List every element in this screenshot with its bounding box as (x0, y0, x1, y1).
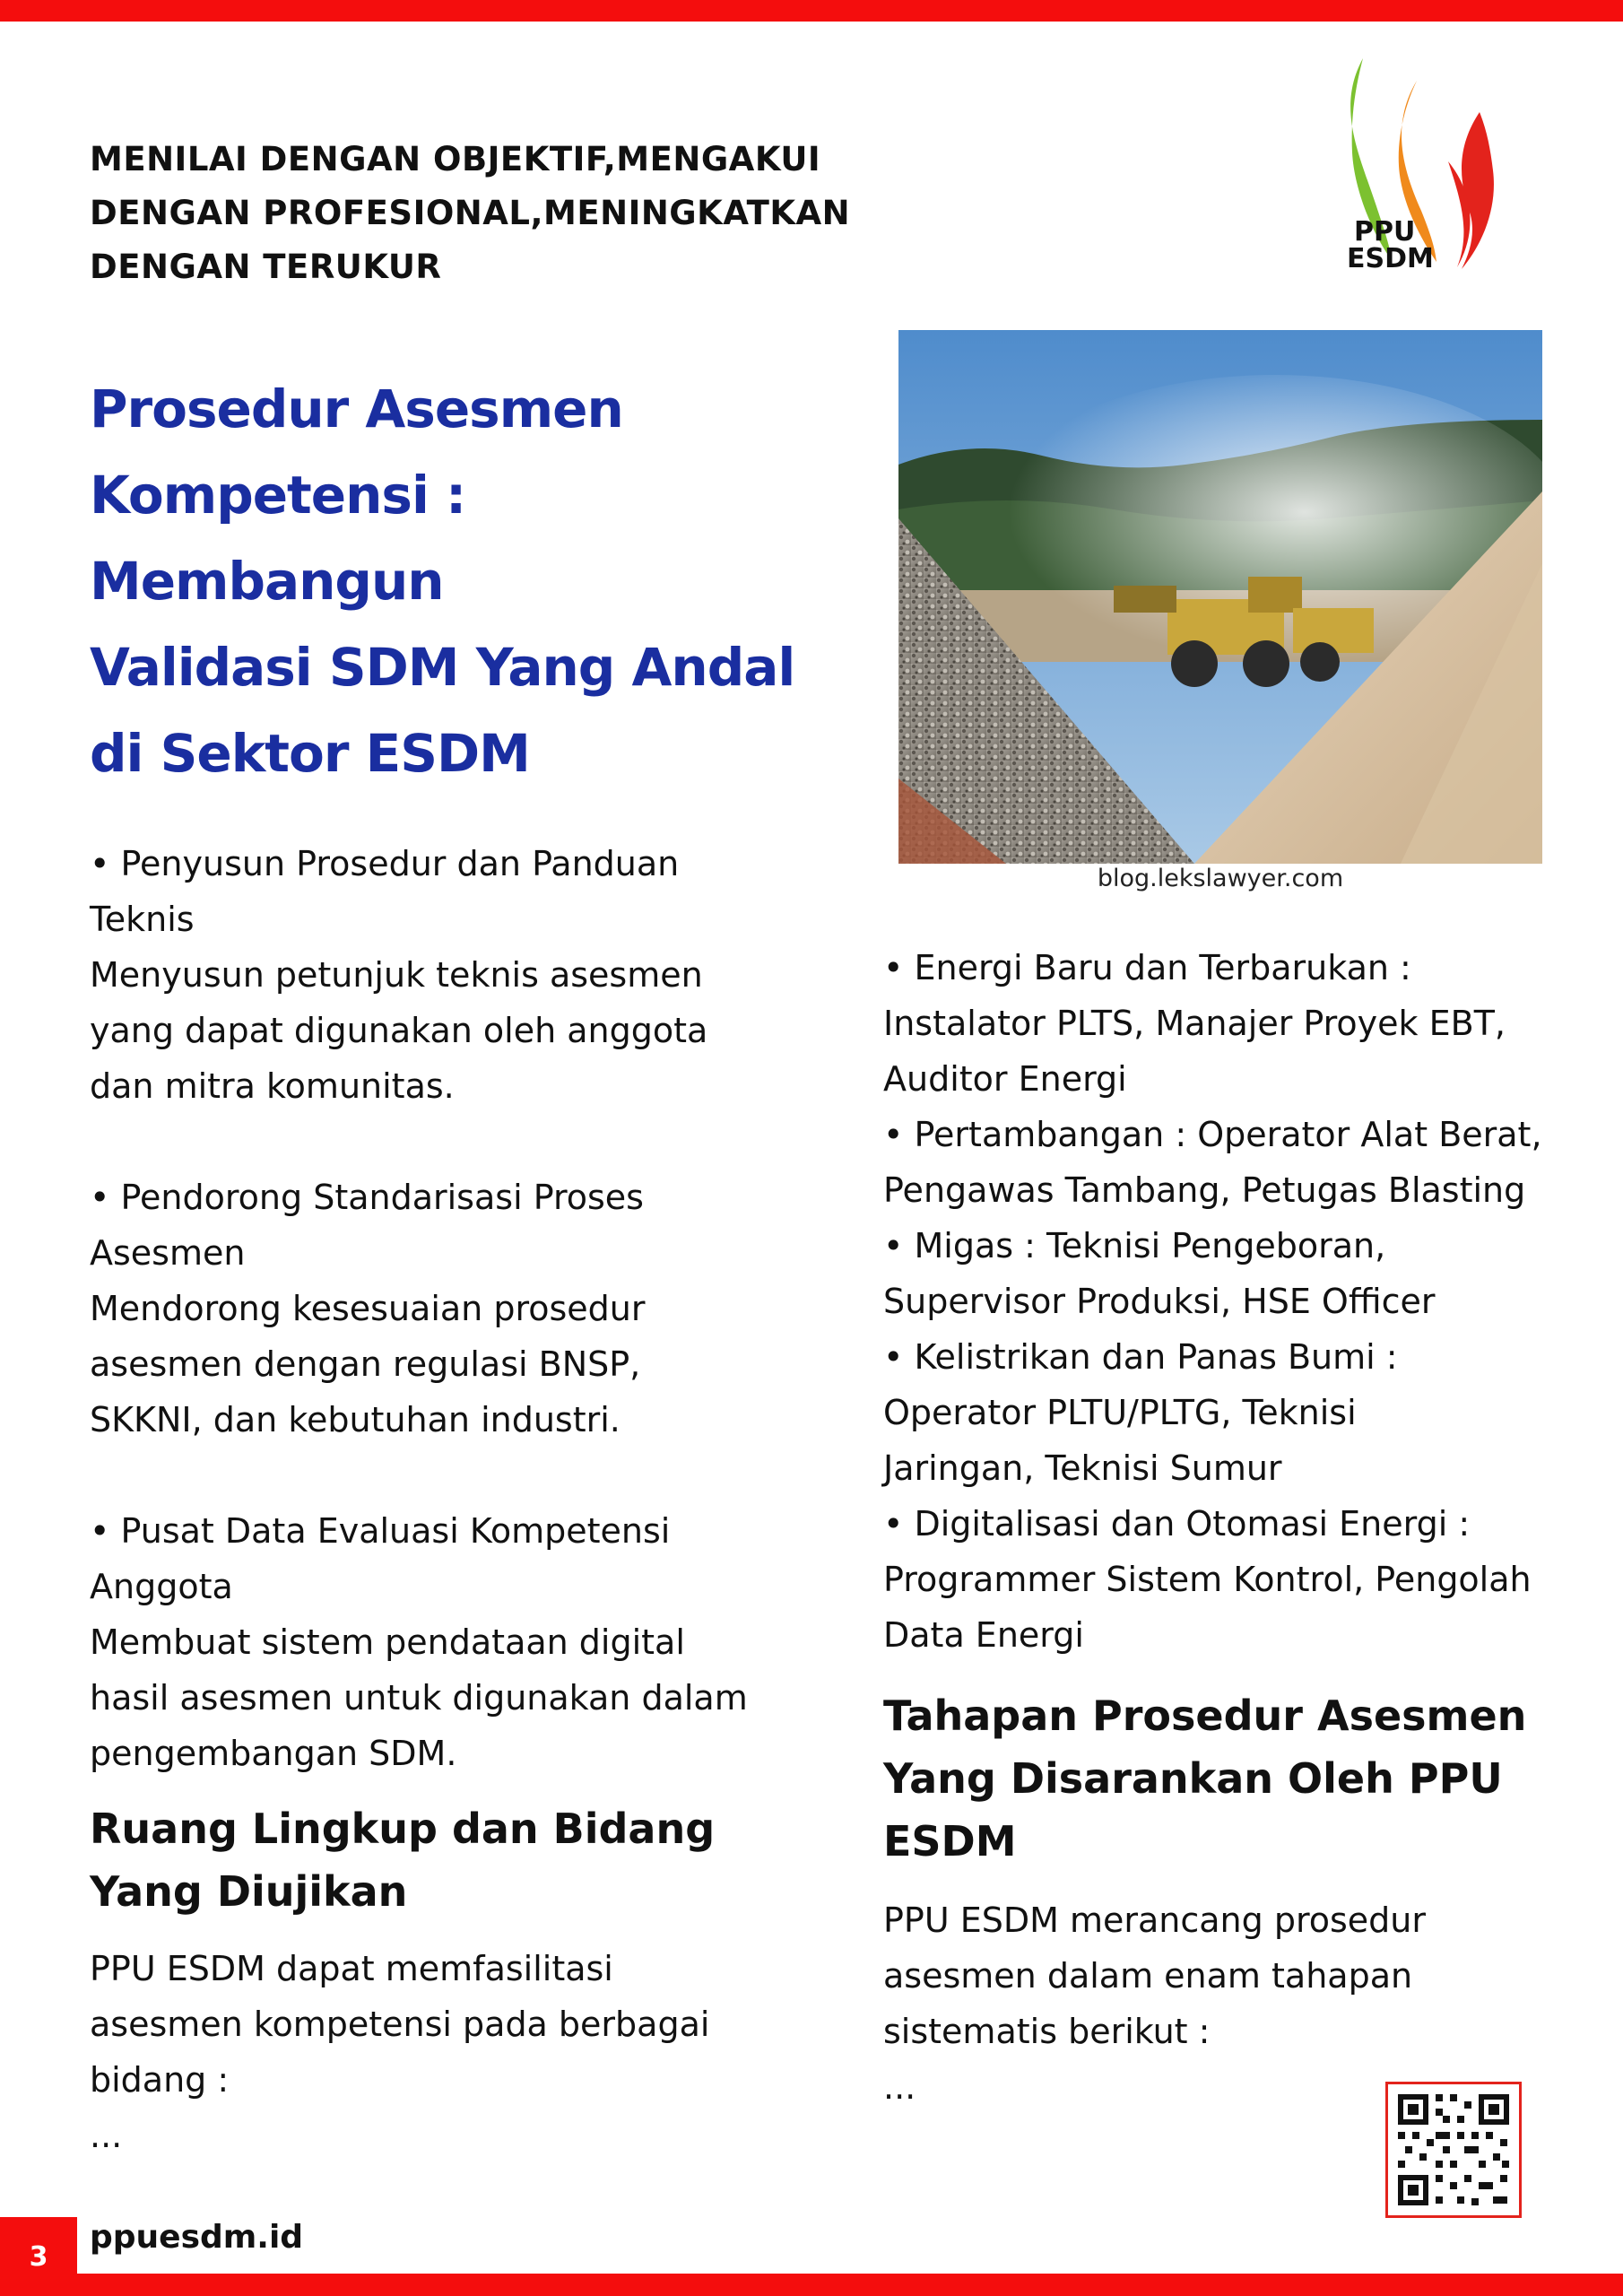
bullet-body: asesmen dengan regulasi BNSP, (90, 1344, 641, 1384)
field-line: • Kelistrikan dan Panas Bumi : (883, 1337, 1398, 1377)
field-line: • Migas : Teknisi Pengeboran, (883, 1226, 1386, 1265)
mining-photo (898, 330, 1542, 864)
bullet-head: • Penyusun Prosedur dan Panduan (90, 844, 680, 883)
bullet-head: Anggota (90, 1567, 233, 1606)
section-text: asesmen dalam enam tahapan (883, 1956, 1413, 1996)
photo-caption: blog.lekslawyer.com (1097, 865, 1344, 892)
field-line: • Digitalisasi dan Otomasi Energi : (883, 1504, 1471, 1544)
field-line: • Pertambangan : Operator Alat Berat, (883, 1115, 1542, 1154)
section-heading-scope: Ruang Lingkup dan Bidang Yang Diujikan (90, 1805, 716, 1916)
field-line: Jaringan, Teknisi Sumur (883, 1448, 1282, 1488)
section-text: sistematis berikut : (883, 2012, 1211, 2051)
title-line: Prosedur Asesmen (90, 378, 623, 439)
bullet-body: yang dapat digunakan oleh anggota (90, 1011, 708, 1050)
left-column (90, 836, 798, 2163)
bullet-body: hasil asesmen untuk digunakan dalam (90, 1678, 748, 1718)
top-red-bar (0, 0, 1623, 22)
field-line: Pengawas Tambang, Petugas Blasting (883, 1170, 1526, 1210)
title-line: Kompetensi : Membangun (90, 465, 466, 612)
tagline (90, 133, 861, 294)
section-text: PPU ESDM merancang prosedur (883, 1900, 1426, 1940)
field-line: • Energi Baru dan Terbarukan : (883, 948, 1411, 987)
section-text: PPU ESDM dapat memfasilitasi (90, 1949, 613, 1988)
bullet-head: • Pendorong Standarisasi Proses (90, 1178, 644, 1217)
footer-website[interactable]: ppuesdm.id (90, 2219, 304, 2256)
field-line: Operator PLTU/PLTG, Teknisi (883, 1393, 1357, 1432)
title-line: Validasi SDM Yang Andal (90, 637, 795, 698)
bullet-head: Teknis (90, 900, 195, 939)
tagline-line: MENILAI DENGAN OBJEKTIF,MENGAKUI (90, 140, 821, 178)
page-number: 3 (0, 2217, 77, 2296)
bullet-head: • Pusat Data Evaluasi Kompetensi (90, 1511, 671, 1551)
section-text: bidang : (90, 2060, 230, 2100)
logo-text-esdm: ESDM (1347, 243, 1434, 274)
bullet-body: Membuat sistem pendataan digital (90, 1622, 685, 1662)
section-heading-stages: Tahapan Prosedur Asesmen Yang Disarankan Oleh PPU ESDM (883, 1692, 1527, 1866)
bottom-red-bar (0, 2274, 1623, 2296)
bullet-body: SKKNI, dan kebutuhan industri. (90, 1400, 621, 1439)
tagline-line: DENGAN TERUKUR (90, 248, 442, 286)
ellipsis: ... (90, 2116, 123, 2155)
field-line: Instalator PLTS, Manajer Proyek EBT, (883, 1004, 1506, 1043)
field-line: Data Energi (883, 1615, 1084, 1655)
field-line: Supervisor Produksi, HSE Officer (883, 1282, 1436, 1321)
bullet-body: Mendorong kesesuaian prosedur (90, 1289, 646, 1328)
bullet-body: Menyusun petunjuk teknis asesmen (90, 955, 703, 995)
section-text: asesmen kompetensi pada berbagai (90, 2005, 710, 2044)
tagline-line: DENGAN PROFESIONAL,MENINGKATKAN (90, 194, 851, 232)
right-column (883, 940, 1565, 2115)
field-line: Auditor Energi (883, 1059, 1127, 1099)
logo-text-ppu: PPU (1354, 216, 1416, 248)
title-line: di Sektor ESDM (90, 723, 530, 784)
page-title (90, 366, 807, 796)
bullet-body: pengembangan SDM. (90, 1734, 457, 1773)
ppu-esdm-logo (1336, 54, 1515, 278)
bullet-head: Asesmen (90, 1233, 246, 1273)
field-line: Programmer Sistem Kontrol, Pengolah (883, 1560, 1532, 1599)
qr-code[interactable] (1385, 2082, 1522, 2218)
ellipsis: ... (883, 2067, 916, 2107)
bullet-body: dan mitra komunitas. (90, 1066, 455, 1106)
